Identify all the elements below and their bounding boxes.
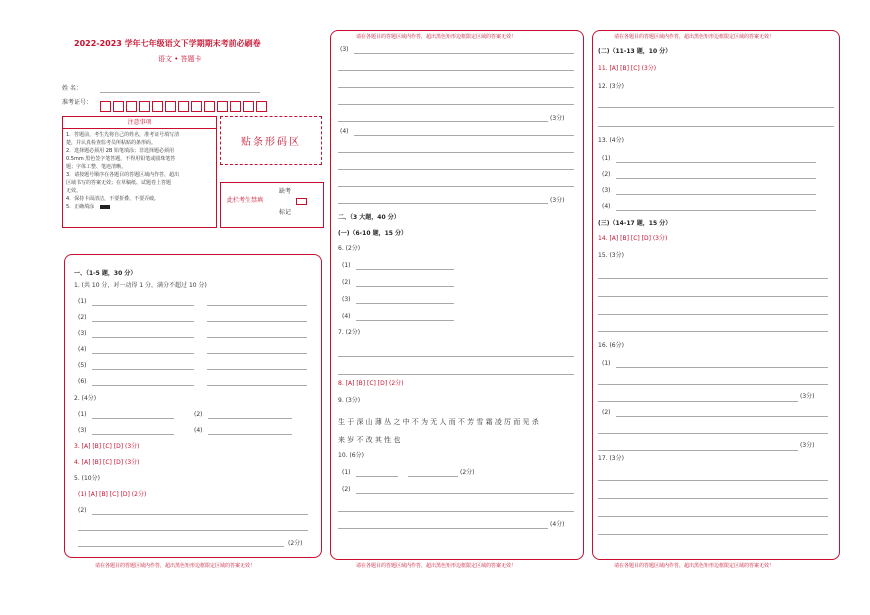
notice-box [62, 116, 217, 228]
q1-sub3: (3) [78, 330, 87, 337]
q5-sub1-choice[interactable]: (1) [A] [B] [C] [D] (2分) [78, 491, 147, 498]
q16-label: 16. (6分) [598, 342, 624, 349]
notice-item: 楚，并认真检查监考员所粘贴的条形码。 [66, 140, 157, 146]
q5-sub4-field-3[interactable] [338, 169, 574, 170]
q13-label: 13. (4分) [598, 137, 624, 144]
q16-sub2-field-2[interactable] [598, 433, 828, 434]
q10-points: (4分) [550, 521, 565, 528]
q6-sub2: (2) [342, 279, 351, 286]
exam-no-boxes[interactable] [100, 97, 269, 116]
absent-l2: 标记 [279, 209, 292, 216]
q3-choice[interactable]: 3. [A] [B] [C] [D] (3分) [74, 443, 140, 450]
q10-label: 10. (6分) [338, 452, 364, 459]
q5-sub3: (3) [340, 46, 349, 53]
warning-col1: 请在各题目的答题区域内作答，超出黑色矩形边框限定区域的答案无效！ [95, 563, 256, 569]
q13-sub3: (3) [602, 187, 611, 194]
q16-sub1: (1) [602, 360, 611, 367]
q5-sub4-field-5[interactable] [338, 203, 548, 204]
q10-sub2-field-1[interactable] [356, 493, 574, 494]
q2-sub2: (2) [194, 411, 203, 418]
q1-sub1-field-a[interactable] [92, 305, 194, 306]
q5-sub4-field-1[interactable] [354, 135, 574, 136]
q17-field-4[interactable] [598, 534, 828, 535]
notice-item: 3．请按题号顺序在各题目的答题区域内作答，超出 [66, 172, 180, 178]
q10-sub1-field-a[interactable] [356, 476, 398, 477]
q5-sub3-field-3[interactable] [338, 87, 574, 88]
q10-sub1-field-b[interactable] [408, 476, 458, 477]
q5-sub3-points: (3分) [550, 115, 565, 122]
q6-sub1-field[interactable] [356, 269, 454, 270]
exam-no-label: 准考证号： [62, 99, 93, 106]
q16-sub1-field-3[interactable] [598, 401, 798, 402]
absent-label: 此栏考生禁填 [227, 197, 264, 204]
q1-sub2-field-a[interactable] [92, 321, 194, 322]
q5-label: 5. (10分) [74, 475, 100, 482]
warning-col3-bottom: 请在各题目的答题区域内作答，超出黑色矩形边框限定区域的答案无效！ [614, 563, 775, 569]
q9-text-line2: 来 岁 不 改 其 性 也 [338, 436, 401, 444]
notice-item: 2．选择题必须用 2B 铅笔填涂；非选择题必须用 [66, 148, 174, 154]
notice-item: 5．正确填涂 [66, 203, 179, 211]
q2-sub2-field[interactable] [208, 418, 292, 419]
q16-sub2: (2) [602, 409, 611, 416]
q5-field-2[interactable] [78, 530, 308, 531]
q1-sub2-field-b[interactable] [207, 321, 307, 322]
q15-field-4[interactable] [598, 331, 828, 332]
q10-sub2-field-2[interactable] [338, 511, 574, 512]
section-2-title: 二、（3 大题，40 分） [338, 214, 400, 221]
q10-sub2-field-3[interactable] [338, 528, 548, 529]
absent-box [220, 182, 324, 228]
q9-text-line1: 生 于 深 山 薄 丛 之 中 不 为 无 人 而 不 芳 雪 霜 凌 厉 而 见 杀 [338, 418, 539, 426]
q17-field-1[interactable] [598, 480, 828, 481]
q15-field-2[interactable] [598, 296, 828, 297]
q10-sub1: (1) [342, 469, 351, 476]
q5-sub4-field-2[interactable] [338, 152, 574, 153]
q1-sub2: (2) [78, 314, 87, 321]
q6-sub2-field[interactable] [356, 286, 454, 287]
q5-field-1[interactable] [92, 514, 308, 515]
q16-sub1-field-1[interactable] [616, 367, 828, 368]
warning-col2-top: 请在各题目的答题区域内作答，超出黑色矩形边框限定区域的答案无效！ [356, 34, 517, 40]
notice-item: 无效。 [66, 188, 82, 194]
q1-sub3-field-a[interactable] [92, 337, 194, 338]
q5-sub3-field-4[interactable] [338, 104, 574, 105]
warning-col3-top: 请在各题目的答题区域内作答，超出黑色矩形边框限定区域的答案无效！ [614, 34, 775, 40]
q17-field-2[interactable] [598, 498, 828, 499]
q16-sub1-points: (3分) [800, 393, 815, 400]
notice-item: 题；字体工整、笔迹清晰。 [66, 164, 127, 170]
q1-sub5-field-b[interactable] [207, 369, 307, 370]
q5-sub4-points: (3分) [550, 197, 565, 204]
q10-sub1-points: (2分) [460, 469, 475, 476]
q6-sub3-field[interactable] [356, 303, 454, 304]
q13-sub3-field[interactable] [616, 194, 816, 195]
q5-sub4-field-4[interactable] [338, 186, 574, 187]
q6-sub4: (4) [342, 313, 351, 320]
q5-sub3-field-2[interactable] [338, 70, 574, 71]
q16-sub2-field-1[interactable] [616, 416, 828, 417]
name-field[interactable] [100, 92, 260, 93]
q2-label: 2. (4分) [74, 395, 97, 402]
subsection-1-title: (一)（6-10 题，15 分） [338, 230, 408, 237]
absent-l1: 缺考 [279, 188, 292, 195]
warning-col2-bottom: 请在各题目的答题区域内作答，超出黑色矩形边框限定区域的答案无效！ [356, 563, 517, 569]
q1-sub4-field-a[interactable] [92, 353, 194, 354]
q1-sub5: (5) [78, 362, 87, 369]
q6-sub1: (1) [342, 262, 351, 269]
q11-choice[interactable]: 11. [A] [B] [C] (3分) [598, 65, 657, 72]
q7-label: 7. (2分) [338, 329, 361, 336]
q10-sub2: (2) [342, 486, 351, 493]
q5-sub4: (4) [340, 128, 349, 135]
page-subtitle: 语文 • 答题卡 [158, 55, 202, 63]
q1-sub6: (6) [78, 378, 87, 385]
q5-field-3[interactable] [78, 546, 284, 547]
answer-panel-1 [64, 254, 322, 558]
q17-field-3[interactable] [598, 516, 828, 517]
q1-sub1-field-b[interactable] [207, 305, 307, 306]
q15-label: 15. (3分) [598, 252, 624, 259]
q9-label: 9. (3分) [338, 397, 361, 404]
notice-item: 0.5mm 黑色签字笔答题，不得用铅笔或圆珠笔答 [66, 156, 176, 162]
q7-field-1[interactable] [338, 356, 574, 357]
q1-sub1: (1) [78, 298, 87, 305]
q5-points: (2分) [288, 540, 303, 547]
q2-sub1: (1) [78, 411, 87, 418]
q13-sub2-field[interactable] [616, 178, 816, 179]
subsection-3-title: (三)（14-17 题，15 分） [598, 220, 672, 227]
notice-item: 区域书写的答案无效；在草稿纸、试题卷上答题 [66, 180, 172, 186]
q5-sub2: (2) [78, 507, 87, 514]
filled-sample-mark [100, 205, 110, 209]
q5-sub3-field-1[interactable] [354, 53, 574, 54]
section-1-title: 一、（1-5 题，30 分） [74, 270, 137, 277]
q6-sub3: (3) [342, 296, 351, 303]
q4-choice[interactable]: 4. [A] [B] [C] [D] (3分) [74, 459, 140, 466]
notice-title: 注意事项 [127, 119, 152, 126]
subsection-2-title: (二)（11-13 题，10 分） [598, 48, 672, 55]
q13-sub4: (4) [602, 203, 611, 210]
notice-item: 1．答题前，考生先将自己的姓名，准考证号填写清 [66, 132, 180, 138]
barcode-area [220, 116, 322, 165]
q15-field-3[interactable] [598, 314, 828, 315]
q8-choice[interactable]: 8. [A] [B] [C] [D] (2分) [338, 380, 404, 387]
q1-sub4: (4) [78, 346, 87, 353]
q2-sub4: (4) [194, 427, 203, 434]
q1-sub6-field-b[interactable] [207, 385, 307, 386]
barcode-label: 贴条形码区 [241, 137, 301, 148]
q2-sub1-field[interactable] [92, 418, 174, 419]
absent-mark-box[interactable] [296, 198, 307, 205]
answer-panel-2 [330, 30, 584, 560]
q12-field-2[interactable] [598, 126, 834, 127]
notice-item: 4．保持卡面清洁，不要折叠、不要弄破。 [66, 196, 160, 202]
q16-sub2-field-3[interactable] [598, 450, 798, 451]
q1-label: 1. (共 10 分，对一动得 1 分，满分不超过 10 分) [74, 282, 207, 289]
q12-label: 12. (3分) [598, 83, 624, 90]
q13-sub1-field[interactable] [616, 162, 816, 163]
page-title: 2022-2023 学年七年级语文下学期期末考前必刷卷 [74, 39, 261, 48]
q2-sub3: (3) [78, 427, 87, 434]
q1-sub6-field-a[interactable] [92, 385, 194, 386]
q1-sub5-field-a[interactable] [92, 369, 194, 370]
q2-sub4-field[interactable] [208, 434, 292, 435]
q2-sub3-field[interactable] [92, 434, 174, 435]
q12-field-1[interactable] [598, 107, 834, 108]
q16-sub2-points: (3分) [800, 442, 815, 449]
q14-choice[interactable]: 14. [A] [B] [C] [D] (3分) [598, 235, 668, 242]
q6-sub4-field[interactable] [356, 320, 454, 321]
q7-field-2[interactable] [338, 374, 574, 375]
q13-sub4-field[interactable] [616, 210, 816, 211]
q1-sub4-field-b[interactable] [207, 353, 307, 354]
q5-sub3-field-5[interactable] [338, 121, 548, 122]
q13-sub2: (2) [602, 171, 611, 178]
q16-sub1-field-2[interactable] [598, 384, 828, 385]
q15-field-1[interactable] [598, 278, 828, 279]
q6-label: 6. (2分) [338, 245, 361, 252]
q17-label: 17. (3分) [598, 455, 624, 462]
name-label: 姓 名： [62, 85, 82, 92]
q13-sub1: (1) [602, 155, 611, 162]
q1-sub3-field-b[interactable] [207, 337, 307, 338]
